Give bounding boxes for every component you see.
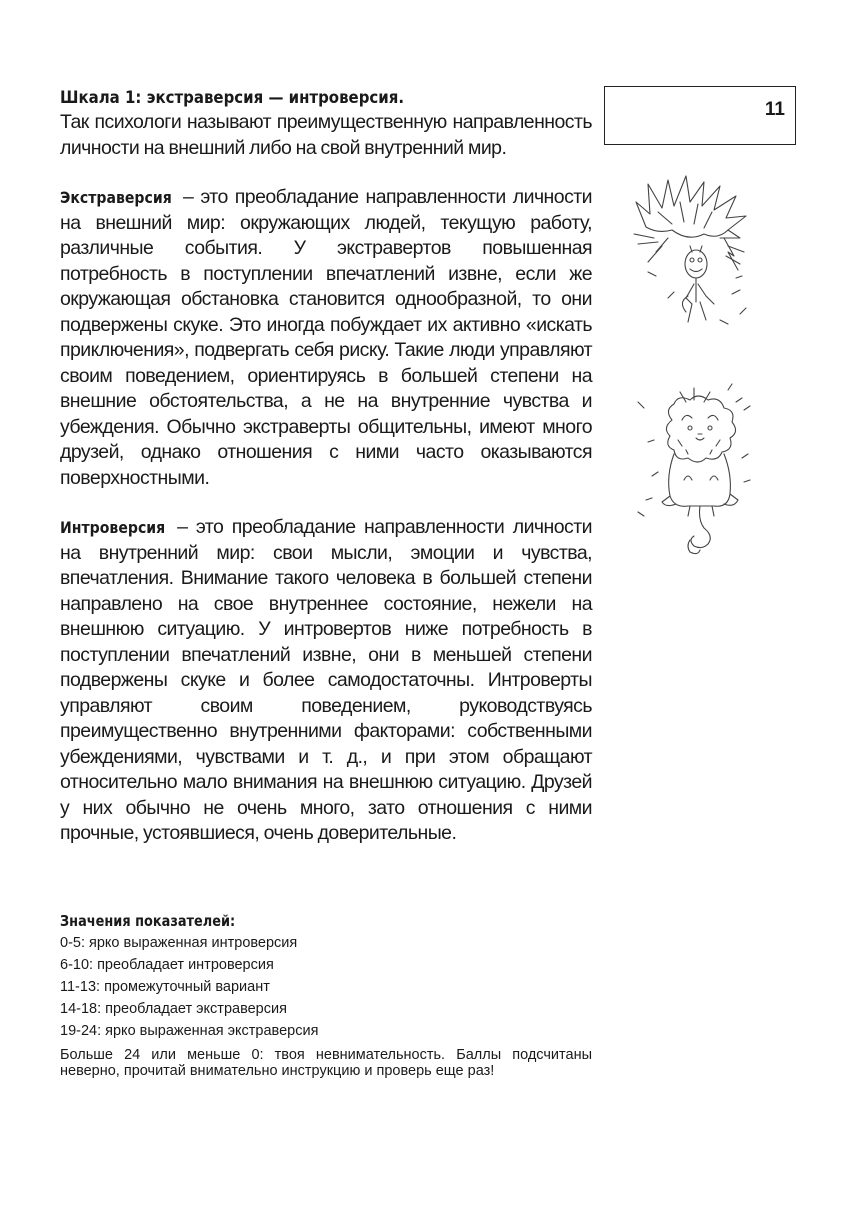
extraversion-term: Экстраверсия [60, 188, 172, 207]
intro-paragraph: Так психологи называют преимущественную направленность личности на внешний либо на свой внутренний мир. [60, 111, 592, 159]
introvert-illustration [628, 380, 758, 565]
values-section [60, 910, 592, 1079]
value-item: 0-5: ярко выраженная интроверсия [60, 935, 298, 951]
hair-outline [636, 176, 746, 238]
values-title: Значения показателей: [60, 912, 236, 930]
values-note: Больше 24 или меньше 0: твоя невнимательность. Баллы подсчитаны неверно, прочитай внимательно инструкцию и проверь еще раз! [60, 1047, 592, 1079]
scale-heading: Шкала 1: экстраверсия — интроверсия. [60, 88, 405, 108]
introversion-paragraph [60, 515, 592, 847]
introversion-text: – это преобладание направленности личности на внутренний мир: свои мысли, эмоции и чувства, впечатления. Внимание такого человека в большей степени направлено на свое внутреннее состояние, нежели на внешнюю ситуацию. У интровертов ниже потребность в поступлении впечатлений извне, они в меньшей степени подвержены скуке и более самодостаточны. Интроверты управляют своим поведением, руководствуясь преимущественно внутренними факторами: собственными убеждениями, чувствами и т. д., и при этом обращают относительно мало внимания на внешнюю ситуацию. Друзей у них обычно не очень много, зато отношения с ними прочные, устоявшиеся, очень доверительные. [60, 516, 592, 844]
main-text [60, 86, 592, 847]
value-item: 11-13: промежуточный вариант [60, 979, 270, 995]
value-item: 6-10: преобладает интроверсия [60, 957, 274, 973]
page-number-box [604, 86, 796, 145]
introversion-term: Интроверсия [60, 518, 166, 537]
extraversion-paragraph [60, 185, 592, 491]
extraversion-text: – это преобладание направленности личности на внешний мир: окружающих людей, текущую работу, различные события. У экстравертов повышенная потребность в поступлении впечатлений извне, если же окружающая обстановка становится однообразной, то они подвержены скуке. Это иногда побуждает их активно «искать приключения», подвергать себя риску. Такие люди управляют своим поведением, ориентируясь в большей степени на внешние обстоятельства, а не на внутренние чувства и убеждения. Обычно экстраверты общительны, имеют много друзей, однако отношения с ними часто оказываются поверхностными. [60, 186, 592, 489]
extravert-illustration [628, 172, 758, 342]
value-item: 19-24: ярко выраженная экстраверсия [60, 1023, 319, 1039]
page-number: 11 [764, 99, 785, 120]
value-item: 14-18: преобладает экстраверсия [60, 1001, 287, 1017]
mane-outline [666, 396, 735, 462]
